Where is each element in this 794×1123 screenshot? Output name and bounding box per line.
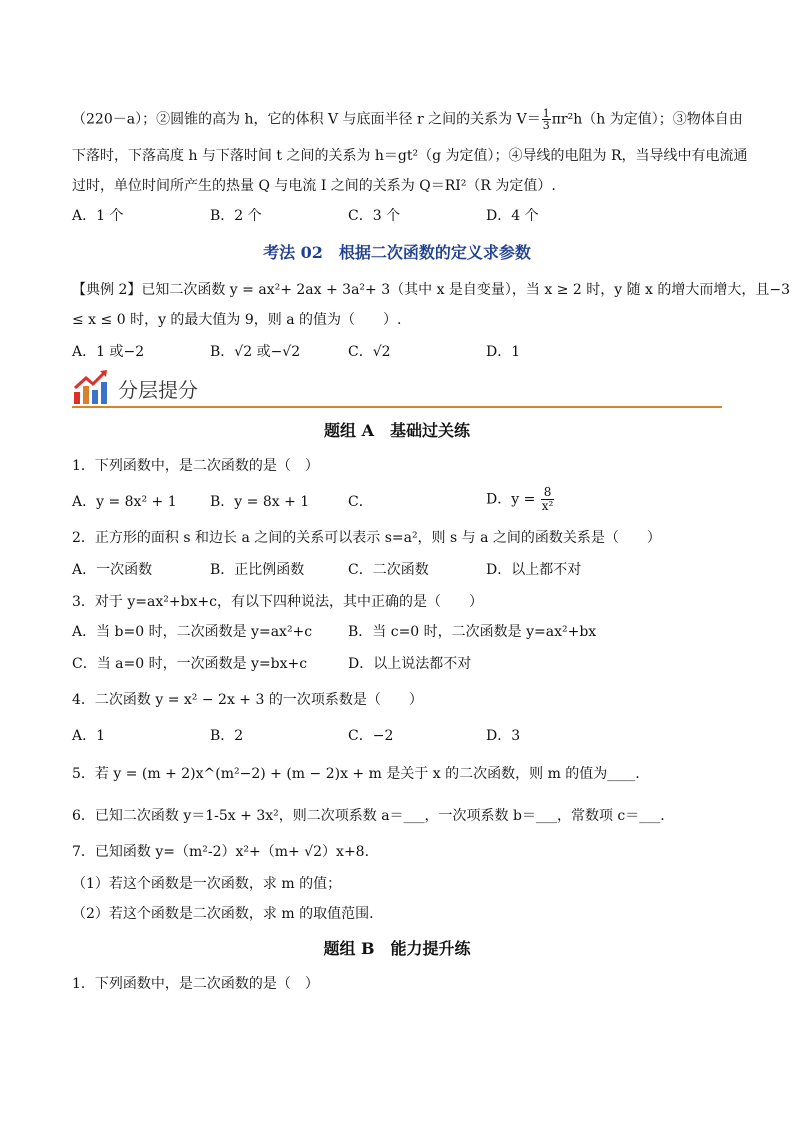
q1-option-c: C． bbox=[348, 494, 373, 510]
q1-option-d: D．y = $\frac{8}{\text{x²}}$ bbox=[486, 485, 554, 513]
question-5: 5．若 y = (m + 2)x^(m²−2) + (m − 2)x + m 是关于 x 的二次函数，则 m 的值为____. bbox=[72, 766, 640, 782]
q4-option-d: D．3 bbox=[486, 728, 521, 744]
question-1: 1．下列函数中，是二次函数的是（ ） bbox=[72, 458, 319, 474]
option-b: B．2 个 bbox=[210, 208, 262, 224]
bar-chart-arrow-icon bbox=[72, 368, 112, 406]
question-6: 6．已知二次函数 y＝1-5x + 3x²，则二次项系数 a＝___，一次项系数 b＝___，常数项 c＝___. bbox=[72, 808, 665, 824]
question-3: 3．对于 y=ax²+bx+c，有以下四种说法，其中正确的是（ ） bbox=[72, 594, 484, 610]
section-divider bbox=[72, 406, 722, 408]
q2-option-d: D．以上都不对 bbox=[486, 562, 582, 578]
q4-option-a: A．1 bbox=[72, 728, 106, 744]
example-option-d: D．1 bbox=[486, 344, 521, 360]
q4-option-c: C．−2 bbox=[348, 728, 394, 744]
option-d: D．4 个 bbox=[486, 208, 539, 224]
example-option-c: C．√2 bbox=[348, 344, 391, 360]
example-option-b: B．√2 或−√2 bbox=[210, 344, 301, 360]
fraction-8-over-x2: $\frac{8}{\text{x²}}$ bbox=[541, 485, 554, 513]
q1-option-a: A．y = 8x² + 1 bbox=[72, 494, 177, 510]
group-b-question-1: 1．下列函数中，是二次函数的是（ ） bbox=[72, 976, 319, 992]
option-c: C．3 个 bbox=[348, 208, 401, 224]
question-7-part-2: （2）若这个函数是二次函数，求 m 的取值范围. bbox=[72, 906, 374, 922]
question-4: 4．二次函数 y = x² − 2x + 3 的一次项系数是（ ） bbox=[72, 692, 423, 708]
q1-option-b: B．y = 8x + 1 bbox=[210, 494, 310, 510]
section-heading-method-02: 考法 02 根据二次函数的定义求参数 bbox=[263, 243, 531, 262]
q3-option-b: B．当 c=0 时，二次函数是 y=ax²+bx bbox=[348, 624, 597, 640]
option-a: A．1 个 bbox=[72, 208, 124, 224]
section-heading-group-a: 题组 A 基础过关练 bbox=[324, 421, 470, 440]
section-heading-group-b: 题组 B 能力提升练 bbox=[323, 939, 471, 958]
example-option-a: A．1 或−2 bbox=[72, 344, 145, 360]
text-line-3: 过时，单位时间所产生的热量 Q 与电流 I 之间的关系为 Q＝RI²（R 为定值）. bbox=[72, 178, 556, 194]
text-segment: （220－a）；②圆锥的高为 h，它的体积 V 与底面半径 r 之间的关系为 V＝ bbox=[72, 111, 541, 128]
question-2: 2．正方形的面积 s 和边长 a 之间的关系可以表示 s=a²，则 s 与 a 之间的函数关系是（ ） bbox=[72, 530, 661, 546]
q4-option-b: B．2 bbox=[210, 728, 244, 744]
example-2-line-2: ≤ x ≤ 0 时，y 的最大值为 9，则 a 的值为（ ）. bbox=[72, 312, 402, 328]
text-line-1 bbox=[72, 108, 743, 131]
q3-option-c: C．当 a=0 时，一次函数是 y=bx+c bbox=[72, 656, 308, 672]
question-7: 7．已知函数 y=（m²-2）x²+（m+ √2）x+8. bbox=[72, 844, 370, 860]
example-2-line-1: 【典例 2】已知二次函数 y = ax²+ 2ax + 3a²+ 3（其中 x 是自变量），当 x ≥ 2 时，y 随 x 的增大而增大，且−3 bbox=[72, 282, 791, 298]
q3-option-d: D．以上说法都不对 bbox=[348, 656, 472, 672]
text-line-2: 下落时，下落高度 h 与下落时间 t 之间的关系为 h＝gt²（g 为定值）；④导线的电阻为 R，当导线中有电流通 bbox=[72, 148, 748, 164]
text-segment: πr²h（h 为定值）；③物体自由 bbox=[551, 111, 743, 128]
q2-option-b: B．正比例函数 bbox=[210, 562, 305, 578]
q2-option-c: C．二次函数 bbox=[348, 562, 429, 578]
question-7-part-1: （1）若这个函数是一次函数，求 m 的值； bbox=[72, 876, 342, 892]
q2-option-a: A．一次函数 bbox=[72, 562, 153, 578]
banner-label: 分层提分 bbox=[118, 378, 198, 402]
fraction-one-third: $\frac{1}{3}$ bbox=[542, 107, 550, 132]
q3-option-a: A．当 b=0 时，二次函数是 y=ax²+c bbox=[72, 624, 313, 640]
